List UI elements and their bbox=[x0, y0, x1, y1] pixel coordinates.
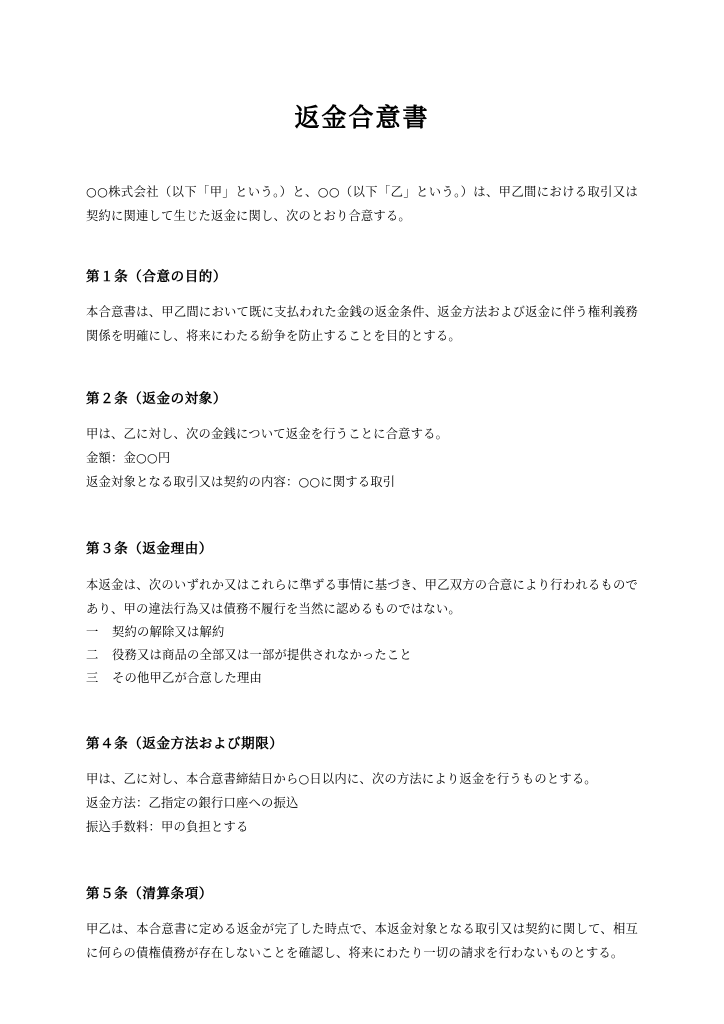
article-2-body bbox=[86, 423, 638, 495]
article-2-heading: 第２条（返金の対象） bbox=[86, 391, 227, 408]
list-item-text: 役務又は商品の全部又は一部が提供されなかったこと bbox=[112, 648, 412, 663]
article-3-heading: 第３条（返金理由） bbox=[86, 541, 213, 558]
article-2-paragraph-3: 返金対象となる取引又は契約の内容：○○に関する取引 bbox=[86, 475, 396, 490]
article-5-heading: 第５条（清算条項） bbox=[86, 885, 213, 902]
article-1-heading: 第１条（合意の目的） bbox=[86, 268, 227, 285]
article-3-item-list bbox=[86, 621, 638, 689]
article-1-paragraph-1: 本合意書は、甲乙間において既に支払われた金銭の返金条件、返金方法および返金に伴う権利義務関係を明確にし、将来にわたる紛争を防止することを目的とする。 bbox=[86, 305, 638, 344]
page-title: 返金合意書 bbox=[294, 103, 430, 132]
list-item bbox=[86, 621, 638, 644]
article-2-paragraph-2: 金額：金○○円 bbox=[86, 451, 171, 466]
article-3-paragraph-1: 本返金は、次のいずれか又はこれらに準ずる事情に基づき、甲乙双方の合意により行われるものであり、甲の違法行為又は債務不履行を当然に認めるものではない。 bbox=[86, 577, 638, 616]
list-item-number: 三 bbox=[86, 670, 99, 685]
article-3-body bbox=[86, 574, 638, 690]
article-4 bbox=[86, 734, 638, 840]
document-intro-paragraph: ○○株式会社（以下「甲」という。）と、○○（以下「乙」という。）は、甲乙間における取引又は契約に関連して生じた返金に関し、次のとおり合意する。 bbox=[86, 185, 638, 223]
list-item-text: その他甲乙が合意した理由 bbox=[112, 670, 262, 685]
article-3 bbox=[86, 539, 638, 689]
article-4-body bbox=[86, 768, 638, 840]
article-5 bbox=[86, 884, 638, 966]
list-item-number: 一 bbox=[86, 625, 99, 640]
list-item-number: 二 bbox=[86, 648, 99, 663]
article-2-paragraph-1: 甲は、乙に対し、次の金銭について返金を行うことに合意する。 bbox=[86, 427, 449, 442]
list-item-text: 契約の解除又は解約 bbox=[112, 625, 225, 640]
article-5-paragraph-1: 甲乙は、本合意書に定める返金が完了した時点で、本返金対象となる取引又は契約に関して、相互に何らの債権債務が存在しないことを確認し、将来にわたり一切の請求を行わないものとする。 bbox=[86, 922, 638, 961]
article-4-paragraph-2: 返金方法：乙指定の銀行口座への振込 bbox=[86, 795, 299, 810]
article-4-heading: 第４条（返金方法および期限） bbox=[86, 735, 284, 752]
article-1-body bbox=[86, 301, 638, 349]
list-item bbox=[86, 667, 638, 690]
article-5-body bbox=[86, 918, 638, 966]
list-item bbox=[86, 644, 638, 667]
article-4-paragraph-3: 振込手数料：甲の負担とする bbox=[86, 819, 249, 834]
article-4-paragraph-1: 甲は、乙に対し、本合意書締結日から○日以内に、次の方法により返金を行うものとする。 bbox=[86, 771, 597, 786]
article-1 bbox=[86, 267, 638, 349]
article-2 bbox=[86, 389, 638, 495]
